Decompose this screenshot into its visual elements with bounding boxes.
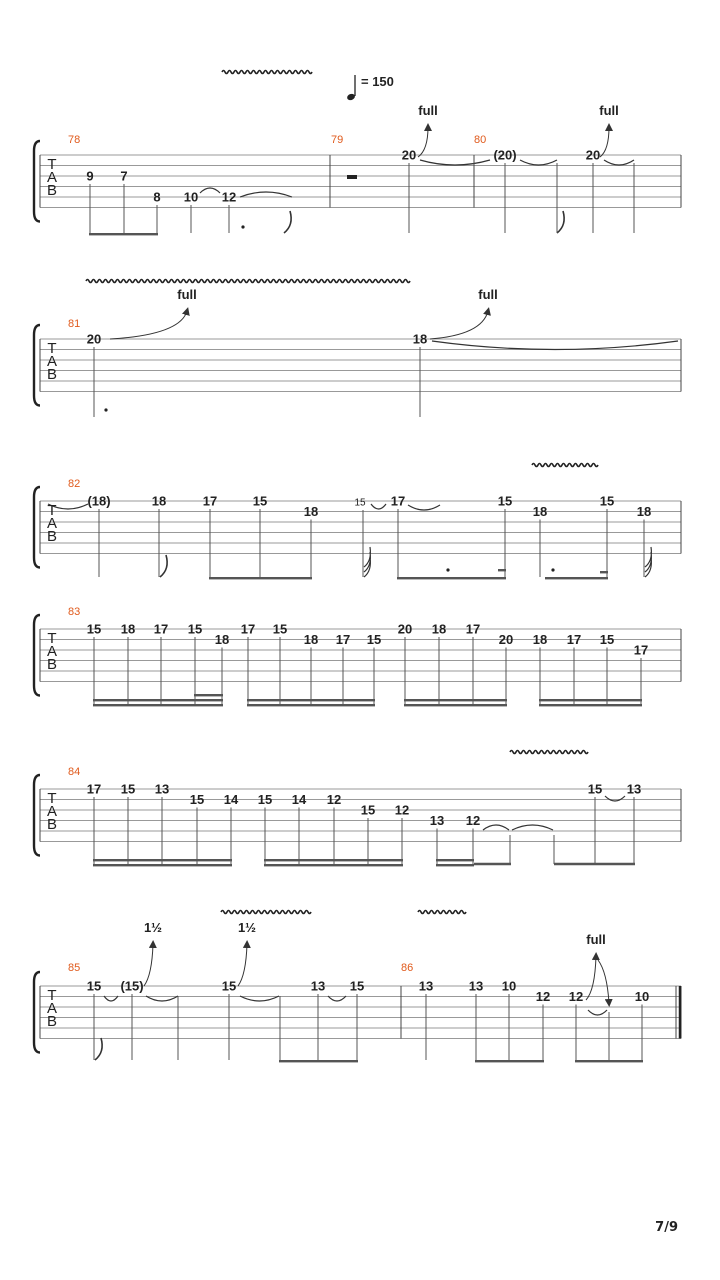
note-flag — [95, 1038, 102, 1060]
fret-number: 18 — [303, 504, 319, 519]
bend-label: full — [599, 103, 619, 118]
fret-number: 18 — [532, 632, 548, 647]
fret-number: 20 — [498, 632, 514, 647]
tie-arc — [432, 341, 678, 350]
tab-clef-letter: T — [47, 987, 57, 1004]
fret-number: 18 — [214, 632, 230, 647]
fret-number: 18 — [532, 504, 548, 519]
staff-6-bracket — [34, 972, 40, 1053]
note-beam — [264, 859, 403, 861]
dot — [241, 225, 244, 228]
bend-label: full — [418, 103, 438, 118]
bend-arrow — [418, 127, 428, 157]
note-beam — [93, 859, 232, 861]
fret-number: 17 — [335, 632, 351, 647]
fret-number: 17 — [240, 621, 256, 637]
fret-number: 20 — [397, 621, 413, 637]
fret-number: 10 — [183, 189, 199, 205]
note-beam — [93, 704, 223, 706]
fret-number: 15 — [349, 978, 365, 994]
fret-number: 13 — [310, 978, 326, 994]
measure-number: 82 — [68, 478, 81, 490]
fret-number: 17 — [465, 621, 481, 637]
fret-number: 17 — [153, 621, 169, 637]
fret-number: 15 — [187, 621, 203, 637]
fret-number: 17 — [86, 781, 102, 797]
vibrato-mark — [418, 911, 466, 914]
fret-number: 20 — [86, 331, 102, 347]
fret-number: 15 — [189, 792, 205, 807]
fret-number: 15 — [599, 632, 615, 647]
dot — [104, 408, 107, 411]
measure-number: 80 — [474, 134, 487, 146]
fret-number: 18 — [151, 493, 167, 509]
note-beam — [575, 1060, 643, 1062]
fret-number: 15 — [360, 802, 376, 818]
fret-number: 13 — [468, 978, 484, 994]
fret-number: 15 — [86, 621, 102, 637]
note-beam — [93, 699, 223, 701]
staff-4-bracket — [34, 615, 40, 696]
measure-number: 81 — [68, 318, 81, 330]
fret-number: 18 — [303, 632, 319, 647]
bend-label: 1½ — [237, 920, 257, 935]
note-beam — [247, 699, 375, 701]
fret-number: 8 — [153, 189, 161, 205]
tab-clef-letter: A — [46, 803, 58, 820]
note-beam — [194, 694, 223, 696]
fret-number: 14 — [223, 792, 239, 807]
fret-number: 12 — [221, 189, 237, 205]
measure-number: 85 — [68, 962, 81, 974]
fret-number: 15 — [272, 621, 288, 637]
note-beam — [209, 577, 312, 579]
note-beam — [93, 864, 232, 866]
slur — [605, 796, 625, 801]
measure-number: 83 — [68, 606, 81, 618]
fret-number: 15 — [221, 978, 237, 994]
slur — [588, 1010, 607, 1015]
note-beam — [436, 859, 474, 861]
measure-number: 78 — [68, 134, 81, 146]
note-beam — [404, 699, 507, 701]
fret-number: 20 — [401, 147, 417, 163]
bend-arrow — [600, 127, 609, 157]
dot — [446, 568, 449, 571]
dot — [551, 568, 554, 571]
bend-arrow — [238, 944, 247, 986]
tab-clef-letter: T — [47, 502, 57, 519]
note-beam — [539, 704, 642, 706]
fret-number: 18 — [636, 504, 652, 519]
fret-number: 14 — [291, 792, 307, 807]
fret-number: 10 — [634, 989, 650, 1004]
fret-number: 7 — [120, 168, 128, 184]
staff-2-bracket — [34, 325, 40, 406]
bend-label: 1½ — [143, 920, 163, 935]
fret-number: (15) — [120, 978, 144, 994]
tab-clef-letter: B — [46, 656, 58, 673]
fret-number: 15 — [120, 781, 136, 797]
slur — [520, 160, 557, 165]
fret-number: 17 — [202, 493, 218, 509]
fret-number: 15 — [257, 792, 273, 807]
bend-label: full — [478, 287, 498, 302]
measure-number: 84 — [68, 766, 81, 778]
page-number: 7/9 — [655, 1220, 678, 1235]
tab-clef-letter: B — [46, 366, 58, 383]
tab-clef-letter: B — [46, 528, 58, 545]
vibrato-mark — [222, 71, 312, 74]
tab-clef-letter: T — [47, 156, 57, 173]
tab-clef-letter: A — [46, 1000, 58, 1017]
fret-number: 18 — [431, 621, 447, 637]
note-beam — [279, 1060, 358, 1062]
fret-number: 18 — [120, 621, 136, 637]
staff-1-bracket — [34, 141, 40, 222]
tab-clef-letter: A — [46, 353, 58, 370]
tie-arc — [420, 160, 490, 165]
slur — [371, 504, 386, 509]
fret-number: 18 — [412, 331, 428, 347]
fret-number: 9 — [86, 168, 94, 184]
note-flag — [645, 547, 651, 577]
fret-number: 10 — [501, 978, 517, 994]
tab-clef-letter: T — [47, 630, 57, 647]
tab-clef-letter: B — [46, 1013, 58, 1030]
note-beam — [247, 704, 375, 706]
tab-clef-letter: A — [46, 515, 58, 532]
note-beam — [89, 233, 158, 235]
vibrato-mark — [510, 751, 588, 754]
measure-number: 86 — [401, 962, 414, 974]
tab-clef-letter: T — [47, 340, 57, 357]
note-flag — [284, 211, 291, 233]
bend-arrow — [144, 944, 153, 986]
tempo-marking: = 150 — [361, 74, 394, 89]
fret-number: 12 — [465, 813, 481, 828]
note-beam — [539, 699, 642, 701]
note-beam — [475, 1060, 544, 1062]
bend-label: full — [586, 932, 606, 947]
fret-number: 15 — [86, 978, 102, 994]
note-beam — [436, 864, 474, 866]
measure-number: 79 — [331, 134, 344, 146]
fret-number: 12 — [568, 989, 584, 1004]
tab-clef-letter: B — [46, 816, 58, 833]
tab-clef-letter: T — [47, 790, 57, 807]
note-beam — [397, 577, 506, 579]
fret-number: 13 — [154, 781, 170, 797]
note-beam — [545, 577, 608, 579]
fret-number: 17 — [390, 493, 406, 509]
bend-arrow — [110, 311, 187, 339]
bend-label: full — [177, 287, 197, 302]
staff-5-bracket — [34, 775, 40, 856]
bend-arrow — [586, 956, 596, 1000]
note-flag — [557, 211, 564, 233]
slur — [512, 825, 553, 830]
bend-arrow — [430, 311, 488, 339]
vibrato-mark — [221, 911, 311, 914]
fret-number: 12 — [535, 989, 551, 1004]
fret-number: 13 — [418, 978, 434, 994]
fret-number: 15 — [587, 781, 603, 797]
vibrato-mark — [532, 464, 598, 467]
rest-symbol — [347, 175, 357, 179]
fret-number: 15 — [252, 493, 268, 509]
note-flag — [160, 555, 167, 577]
grace-fret-number: 15 — [354, 497, 366, 509]
tab-clef-letter: A — [46, 169, 58, 186]
fret-number: 12 — [394, 802, 410, 818]
tab-clef-letter: A — [46, 643, 58, 660]
fret-number: (20) — [493, 147, 517, 163]
note-beam — [264, 864, 403, 866]
slur — [483, 825, 509, 830]
fret-number: 15 — [497, 493, 513, 509]
fret-number: (18) — [87, 493, 111, 509]
fret-number: 13 — [429, 813, 445, 828]
fret-number: 13 — [626, 781, 642, 797]
quarter-note-icon — [346, 93, 356, 101]
slur — [200, 188, 220, 193]
note-beam — [498, 569, 506, 571]
note-flag — [364, 547, 370, 577]
fret-number: 15 — [366, 632, 382, 647]
fret-number: 12 — [326, 792, 342, 807]
note-beam — [600, 571, 608, 573]
fret-number: 15 — [599, 493, 615, 509]
slur — [240, 192, 292, 197]
vibrato-mark — [86, 280, 410, 283]
staff-3-bracket — [34, 487, 40, 568]
fret-number: 17 — [566, 632, 582, 647]
tab-clef-letter: B — [46, 182, 58, 199]
slur — [604, 160, 634, 165]
fret-number: 17 — [633, 642, 649, 658]
fret-number: 20 — [585, 147, 601, 163]
note-beam — [404, 704, 507, 706]
slur — [408, 505, 440, 510]
